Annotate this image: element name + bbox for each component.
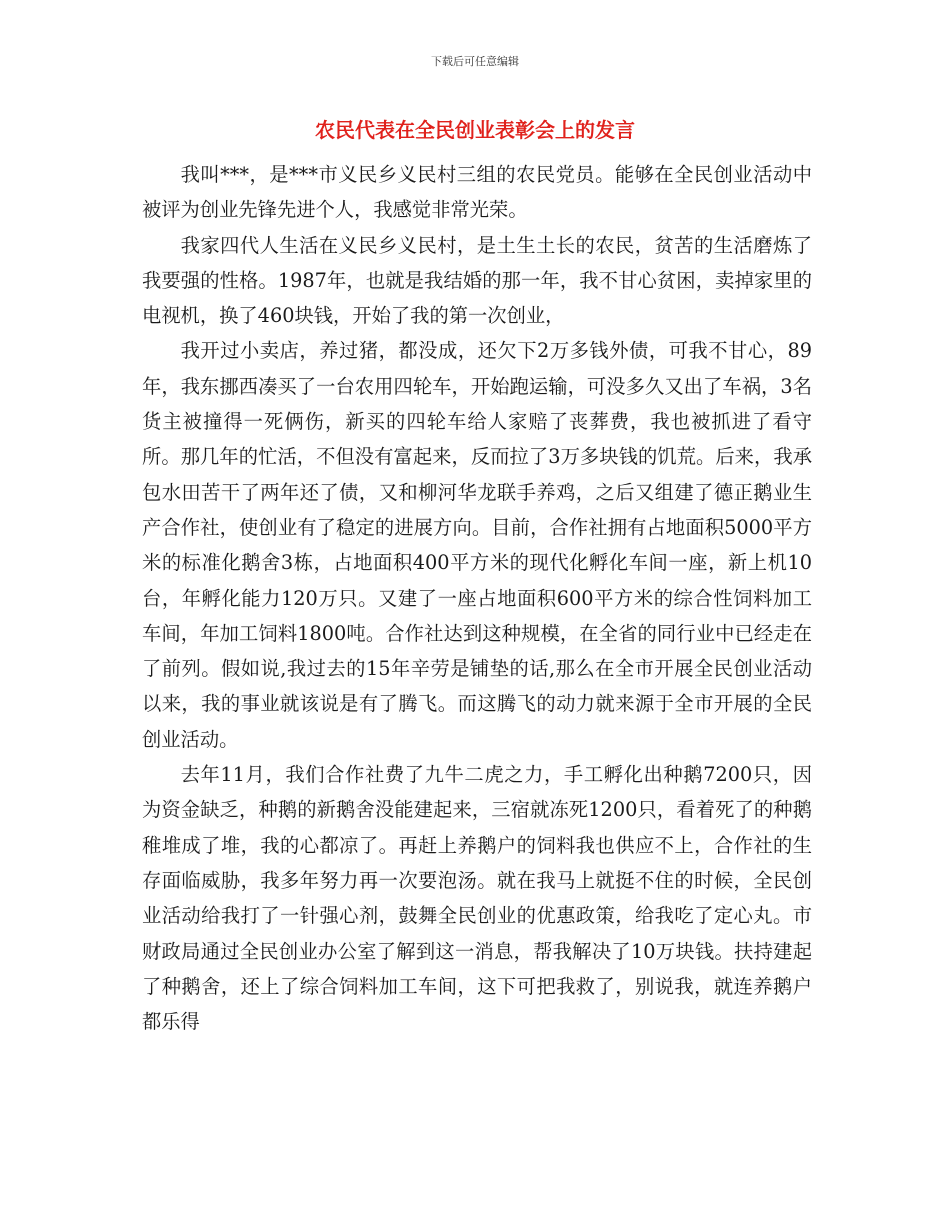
paragraph: 我家四代人生活在义民乡义民村，是土生土长的农民，贫苦的生活磨炼了我要强的性格。1987年，也就是我结婚的那一年，我不甘心贫困，卖掉家里的电视机，换了460块钱，开始了我的第一次创业， bbox=[142, 233, 812, 328]
header-note: 下载后可任意编辑 bbox=[431, 55, 519, 68]
paragraph: 去年11月，我们合作社费了九牛二虎之力，手工孵化出种鹅7200只，因为资金缺乏，种鹅的新鹅舍没能建起来，三宿就冻死1200只，看着死了的种鹅稚堆成了堆，我的心都凉了。再赶上养鹅户的饲料我也供应不上，合作社的生存面临威胁，我多年努力再一次要泡汤。就在我马上就挺不住的时候，全民创业活动给我打了一针强心剂，鼓舞全民创业的优惠政策，给我吃了定心丸。市财政局通过全民创业办公室了解到这一消息，帮我解决了10万块钱。扶持建起了种鹅舍，还上了综合饲料加工车间，这下可把我救了，别说我，就连养鹅户都乐得 bbox=[142, 763, 812, 1034]
paragraph: 我开过小卖店，养过猪，都没成，还欠下2万多钱外债，可我不甘心，89年，我东挪西凑买了一台农用四轮车，开始跑运输，可没多久又出了车祸，3名货主被撞得一死俩伤，新买的四轮车给人家赔了丧葬费，我也被抓进了看守所。那几年的忙活，不但没有富起来，反而拉了3万多块钱的饥荒。后来，我承包水田苦干了两年还了债，又和柳河华龙联手养鸡，之后又组建了德正鹅业生产合作社，使创业有了稳定的进展方向。目前，合作社拥有占地面积5000平方米的标准化鹅舍3栋，占地面积400平方米的现代化孵化车间一座，新上机10台，年孵化能力120万只。又建了一座占地面积600平方米的综合性饲料加工车间，年加工饲料1800吨。合作社达到这种规模，在全省的同行业中已经走在了前列。假如说,我过去的15年辛劳是铺垫的话,那么在全市开展全民创业活动以来，我的事业就该说是有了腾飞。而这腾飞的动力就来源于全市开展的全民创业活动。 bbox=[142, 339, 812, 751]
page-title: 农民代表在全民创业表彰会上的发言 bbox=[315, 118, 635, 142]
document-body bbox=[142, 157, 812, 1039]
paragraph: 我叫***，是***市义民乡义民村三组的农民党员。能够在全民创业活动中被评为创业先锋先进个人，我感觉非常光荣。 bbox=[142, 163, 812, 222]
